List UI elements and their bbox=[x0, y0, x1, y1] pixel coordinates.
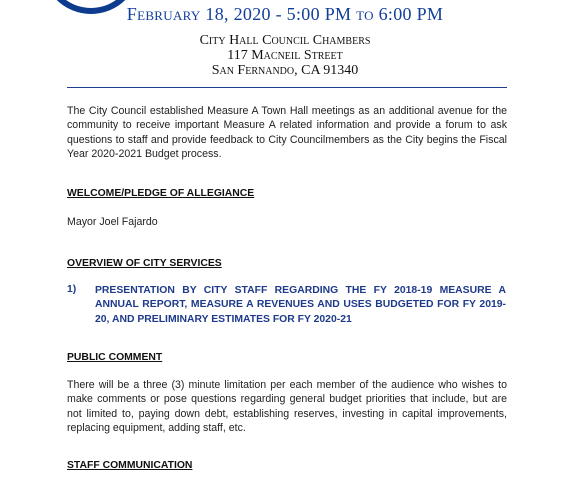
agenda-item-text: PRESENTATION BY CITY STAFF REGARDING THE FY 2018-19 MEASURE A ANNUAL REPORT, MEASURE A REVENUES AND USES BUDGETED FOR FY 2019-20, AND PRELIMINARY ESTIMATES FOR FY 2020-21 bbox=[95, 285, 506, 325]
venue-street: 117 Macneil Street bbox=[227, 48, 343, 63]
agenda-item-number: 1) bbox=[67, 284, 77, 295]
header-divider bbox=[67, 87, 507, 88]
venue-city: San Fernando, CA 91340 bbox=[211, 63, 359, 78]
public-comment-paragraph: There will be a three (3) minute limitation per each member of the audience who wishes to make comments or pose questions regarding general budget priorities that include, but are not limited to, paying down debt, establishing reserves, investing in capital improvements, replacing equipment, adding staff, etc. bbox=[67, 379, 507, 435]
welcome-heading: WELCOME/PLEDGE OF ALLEGIANCE bbox=[67, 188, 255, 199]
public-comment-heading: PUBLIC COMMENT bbox=[67, 352, 163, 363]
venue-name: City Hall Council Chambers bbox=[199, 33, 371, 48]
welcome-presenter: Mayor Joel Fajardo bbox=[67, 216, 158, 228]
intro-paragraph: The City Council established Measure A Town Hall meetings as an additional avenue for the community to receive important Measure A related information and provide a forum to ask questions to staff and provide feedback to City Councilmembers as the City begins the Fiscal Year 2020-2021 Budget process. bbox=[67, 105, 507, 161]
overview-heading: OVERVIEW OF CITY SERVICES bbox=[67, 258, 222, 269]
staff-communication-heading: STAFF COMMUNICATION bbox=[67, 460, 193, 471]
meeting-date-time: February 18, 2020 - 5:00 PM to 6:00 PM bbox=[126, 4, 444, 24]
